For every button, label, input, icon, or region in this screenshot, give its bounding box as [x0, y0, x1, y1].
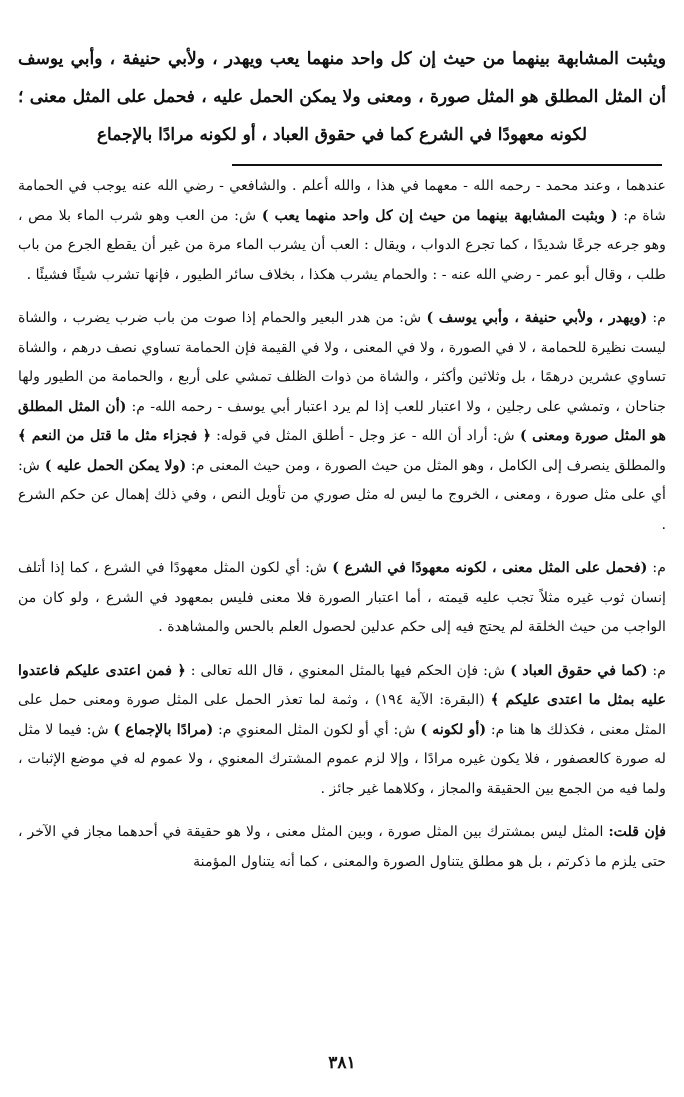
commentary-text: ش: أي لكون المثل معهودًا في الشرع ، كما إذا أتلف إنسان ثوب غيره مثلاً تجب عليه قيمته ، أما اعتبار الصورة فلا معنى فليس بمعهود في الشرع ، ولو كان من الواجب من حيث الخلقة لم يحتج فيه إلى حكم عدلين لحصول العلم بالحس والمشاهدة . [18, 560, 666, 635]
commentary-text: (البقرة: الآية ١٩٤) ، وثمة لما تعذر الحمل على المثل صورة ومعنى حمل على المثل معنى ، فكذلك ها هنا م: [18, 692, 666, 738]
quoted-text: (ويهدر ، ولأبي حنيفة ، وأبي يوسف ) [426, 310, 648, 326]
commentary-text: ش: من هدر البعير والحمام إذا صوت من باب ضرب يضرب ، والشاة ليست نظيرة للحمامة ، لا في الصورة ، ولا في المعنى ، ولا في القيمة فإن الحمامة تساوي نصف درهم ، والشاة تساوي عشرين درهمًا ، بل وثلاثين وأكثر ، والشاة من ذوات الظلف تمشي على أربع ، والحمامة من الطيور ولها جناحان ، وتمشي على رجلين ، ولا اعتبار للعب إذا لم يرد اعتبار أبي يوسف - رحمه الله- م: [18, 310, 666, 415]
quran-verse: ﴿ فجزاء مثل ما قتل من النعم ﴾ [18, 428, 212, 444]
commentary-text: م: [647, 310, 666, 326]
commentary-text: ش: أي على مثل صورة ، ومعنى ، الخروج ما ليس له مثل صوري من تأويل النص ، وفي ذلك إهمال عن حكم الشرع . [18, 457, 666, 533]
commentary-text: ش: فإن الحكم فيها بالمثل المعنوي ، قال الله تعالى : [185, 662, 511, 679]
quoted-text: (أن المثل المطلق هو المثل صورة ومعنى ) [18, 398, 666, 444]
commentary-paragraph [18, 818, 666, 877]
commentary-paragraph [18, 304, 666, 540]
commentary-text: م: [647, 662, 666, 679]
quoted-text: (ولا يمكن الحمل عليه ) [44, 457, 187, 474]
page-number: ٣٨١ [328, 1053, 356, 1073]
commentary-text: عندهما ، وعند محمد - رحمه الله - معهما في هذا ، والله أعلم . والشافعي - رضي الله عنه يوجب في الحمامة شاة م: [18, 178, 666, 224]
commentary-text: ش: أراد أن الله - عز وجل - أطلق المثل في قوله: [211, 428, 520, 444]
quran-verse: ﴿ فمن اعتدى عليكم فاعتدوا عليه بمثل ما اعتدى عليكم ﴾ [18, 662, 666, 708]
quoted-text: (فحمل على المثل معنى ، لكونه معهودًا في الشرع ) [332, 560, 648, 576]
commentary-section [18, 172, 666, 891]
quoted-text: (أو لكونه ) [420, 721, 487, 738]
quoted-text: (مرادًا بالإجماع ) [113, 721, 214, 738]
commentary-paragraph [18, 657, 666, 805]
commentary-text: والمطلق ينصرف إلى الكامل ، وهو المثل من حيث الصورة ، ومن حيث المعنى م: [186, 457, 666, 474]
footnote-divider [232, 164, 662, 166]
commentary-paragraph [18, 172, 666, 290]
commentary-text: ش: أي أو لكون المثل المعنوي م: [213, 721, 421, 738]
quoted-text: (كما في حقوق العباد ) [510, 662, 648, 679]
commentary-text: م: [647, 560, 666, 576]
main-text: ويثبت المشابهة بينهما من حيث إن كل واحد منهما يعب ويهدر ، ولأبي حنيفة ، وأبي يوسف أن المثل المطلق هو المثل صورة ، ومعنى ولا يمكن الحمل عليه ، فحمل على المثل معنى ؛ لكونه معهودًا في الشرع كما في حقوق العباد ، أو لكونه مرادًا بالإجماع [18, 49, 666, 145]
commentary-text: ش: من العب وهو شرب الماء بلا مص ، وهو جرعه جرعًا شديدًا ، كما تجرع الدواب ، ويقال : العب أن يشرب الماء مرة من غير أن يقطع الجرع من باب طلب ، وقال أبو عمر - رضي الله عنه - : والحمام يشرب هكذا ، بخلاف سائر الطيور ، فإنها تشرب شيئًا فشيئًا . [18, 207, 666, 283]
quoted-text: ( وبثبت المشابهة بينهما من حيث إن كل واحد منهما يعب ) [261, 207, 618, 224]
quoted-text: فإن قلت: [608, 824, 666, 840]
commentary-text: ش: فيما لا مثل له صورة كالعصفور ، فلا يكون غيره مرادًا ، وإلا لزم عموم المشترك المعنوي ، ولا عموم له في موضع الإثبات ، ولما فيه من الجمع بين الحقيقة والمجاز ، وكلاهما غير جائز . [18, 721, 666, 797]
commentary-text: المثل ليس بمشترك بين المثل صورة ، وبين المثل معنى ، ولا هو حقيقة في أحدهما مجاز في الآخر ، حتى يلزم ما ذكرتم ، بل هو مطلق يتناول الصورة والمعنى ، كما أنه يتناول المؤمنة [18, 824, 666, 870]
commentary-paragraph [18, 554, 666, 643]
